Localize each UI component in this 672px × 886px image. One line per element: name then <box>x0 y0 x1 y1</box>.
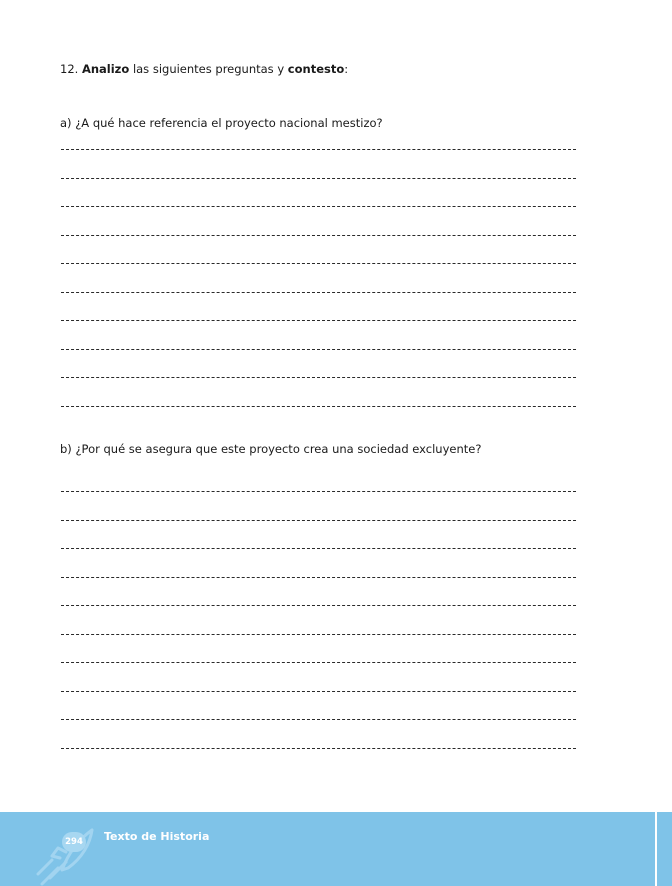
answer-line[interactable] <box>61 719 576 720</box>
answer-line[interactable] <box>61 206 576 207</box>
answer-line[interactable] <box>61 605 576 606</box>
page-footer-band <box>0 812 655 886</box>
instruction-text: las siguientes preguntas y <box>132 62 285 76</box>
answer-line[interactable] <box>61 320 576 321</box>
answer-line[interactable] <box>61 235 576 236</box>
page-number-badge: 294 <box>62 832 86 852</box>
footer-edge-strip <box>657 812 672 886</box>
answer-line[interactable] <box>61 520 576 521</box>
answer-line[interactable] <box>61 263 576 264</box>
instruction-verb-analyze: Analizo <box>81 62 130 76</box>
question-a: a) ¿A qué hace referencia el proyecto nacional mestizo? <box>60 116 383 130</box>
activity-instruction <box>60 61 348 77</box>
answer-line[interactable] <box>61 548 576 549</box>
answer-line[interactable] <box>61 577 576 578</box>
answer-line[interactable] <box>61 178 576 179</box>
instruction-colon: : <box>344 62 349 76</box>
answer-line[interactable] <box>61 349 576 350</box>
rocket-icon <box>28 818 98 886</box>
answer-area-a[interactable] <box>61 149 576 407</box>
instruction-verb-answer: contesto <box>287 62 345 76</box>
answer-line[interactable] <box>61 691 576 692</box>
answer-area-b[interactable] <box>61 491 576 749</box>
answer-line[interactable] <box>61 377 576 378</box>
answer-line[interactable] <box>61 748 576 749</box>
answer-line[interactable] <box>61 662 576 663</box>
answer-line[interactable] <box>61 149 576 150</box>
question-b: b) ¿Por qué se asegura que este proyecto crea una sociedad excluyente? <box>60 442 482 456</box>
answer-line[interactable] <box>61 292 576 293</box>
activity-number: 12. <box>60 62 79 76</box>
answer-line[interactable] <box>61 634 576 635</box>
answer-line[interactable] <box>61 491 576 492</box>
answer-line[interactable] <box>61 406 576 407</box>
footer-book-title: Texto de Historia <box>104 830 210 843</box>
